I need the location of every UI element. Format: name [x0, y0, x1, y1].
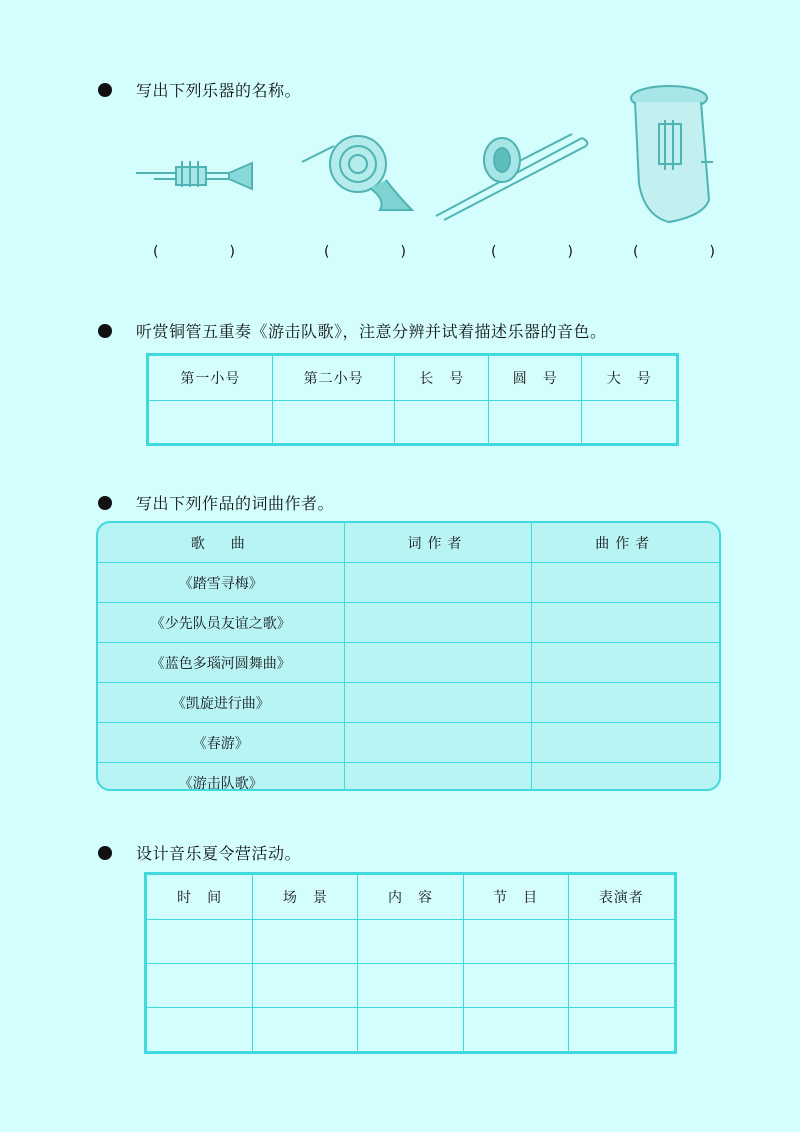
- section-instruments-title: 写出下列乐器的名称。: [98, 78, 301, 101]
- answer-blank-3[interactable]: ( ): [491, 244, 573, 260]
- composers-table-frame: [96, 521, 721, 791]
- answer-cell[interactable]: [358, 964, 463, 1008]
- header-cell: 场 景: [253, 874, 358, 920]
- table-row: [98, 643, 719, 683]
- answer-cell[interactable]: [358, 1008, 463, 1053]
- bullet-icon: [98, 846, 112, 860]
- answer-blank-2[interactable]: ( ): [324, 244, 406, 260]
- song-cell: 《少先队员友谊之歌》: [98, 603, 344, 643]
- answer-cell[interactable]: [146, 920, 253, 964]
- header-cell: 第二小号: [272, 355, 395, 401]
- composers-table: [98, 523, 719, 791]
- table-row: [98, 603, 719, 643]
- answer-cell[interactable]: [568, 1008, 675, 1053]
- table-row: [146, 1008, 676, 1053]
- table-row: [146, 920, 676, 964]
- answer-cell[interactable]: [344, 683, 531, 723]
- answer-cell[interactable]: [253, 920, 358, 964]
- section-camp-title: 设计音乐夏令营活动。: [98, 841, 301, 864]
- song-cell: 《游击队歌》: [98, 763, 344, 792]
- answer-blank-1[interactable]: ( ): [153, 244, 235, 260]
- bullet-icon: [98, 496, 112, 510]
- song-cell: 《蓝色多瑙河圆舞曲》: [98, 643, 344, 683]
- table-row: [98, 723, 719, 763]
- answer-cell[interactable]: [463, 920, 568, 964]
- table-row: [98, 683, 719, 723]
- header-cell: 圆 号: [488, 355, 582, 401]
- header-cell: 长 号: [395, 355, 489, 401]
- camp-table: [144, 872, 677, 1054]
- answer-cell[interactable]: [488, 401, 582, 445]
- answer-cell[interactable]: [463, 1008, 568, 1053]
- answer-cell[interactable]: [344, 723, 531, 763]
- header-cell: 时 间: [146, 874, 253, 920]
- header-cell: 曲作者: [531, 523, 719, 563]
- answer-cell[interactable]: [253, 1008, 358, 1053]
- answer-cell[interactable]: [568, 920, 675, 964]
- song-cell: 《春游》: [98, 723, 344, 763]
- header-cell: 第一小号: [148, 355, 273, 401]
- header-cell: 内 容: [358, 874, 463, 920]
- header-cell: 歌 曲: [98, 523, 344, 563]
- answer-cell[interactable]: [146, 964, 253, 1008]
- header-cell: 节 目: [463, 874, 568, 920]
- quintet-table: [146, 353, 679, 446]
- bullet-icon: [98, 324, 112, 338]
- bullet-icon: [98, 83, 112, 97]
- trumpet-icon: [134, 155, 258, 195]
- answer-cell[interactable]: [344, 603, 531, 643]
- answer-cell[interactable]: [395, 401, 489, 445]
- section-composers-title: 写出下列作品的词曲作者。: [98, 491, 334, 514]
- answer-cell[interactable]: [146, 1008, 253, 1053]
- header-cell: 表演者: [568, 874, 675, 920]
- table-row: [98, 563, 719, 603]
- table-row: [98, 763, 719, 792]
- answer-cell[interactable]: [531, 563, 719, 603]
- song-cell: 《凯旋进行曲》: [98, 683, 344, 723]
- answer-cell[interactable]: [531, 763, 719, 792]
- answer-cell[interactable]: [531, 683, 719, 723]
- answer-cell[interactable]: [463, 964, 568, 1008]
- table-row: [146, 964, 676, 1008]
- tuba-icon: [625, 84, 717, 226]
- header-cell: 词作者: [344, 523, 531, 563]
- answer-cell[interactable]: [568, 964, 675, 1008]
- french-horn-icon: [300, 122, 415, 214]
- answer-cell[interactable]: [358, 920, 463, 964]
- section-quintet-title: 听赏铜管五重奏《游击队歌》，注意分辨并试着描述乐器的音色。: [98, 319, 607, 342]
- header-cell: 大 号: [582, 355, 678, 401]
- answer-cell[interactable]: [531, 643, 719, 683]
- trombone-icon: [432, 124, 590, 224]
- answer-cell[interactable]: [531, 603, 719, 643]
- answer-cell[interactable]: [148, 401, 273, 445]
- answer-cell[interactable]: [344, 763, 531, 792]
- answer-cell[interactable]: [253, 964, 358, 1008]
- answer-cell[interactable]: [531, 723, 719, 763]
- answer-cell[interactable]: [582, 401, 678, 445]
- answer-blank-4[interactable]: ( ): [633, 244, 715, 260]
- answer-cell[interactable]: [272, 401, 395, 445]
- song-cell: 《踏雪寻梅》: [98, 563, 344, 603]
- answer-cell[interactable]: [344, 643, 531, 683]
- answer-cell[interactable]: [344, 563, 531, 603]
